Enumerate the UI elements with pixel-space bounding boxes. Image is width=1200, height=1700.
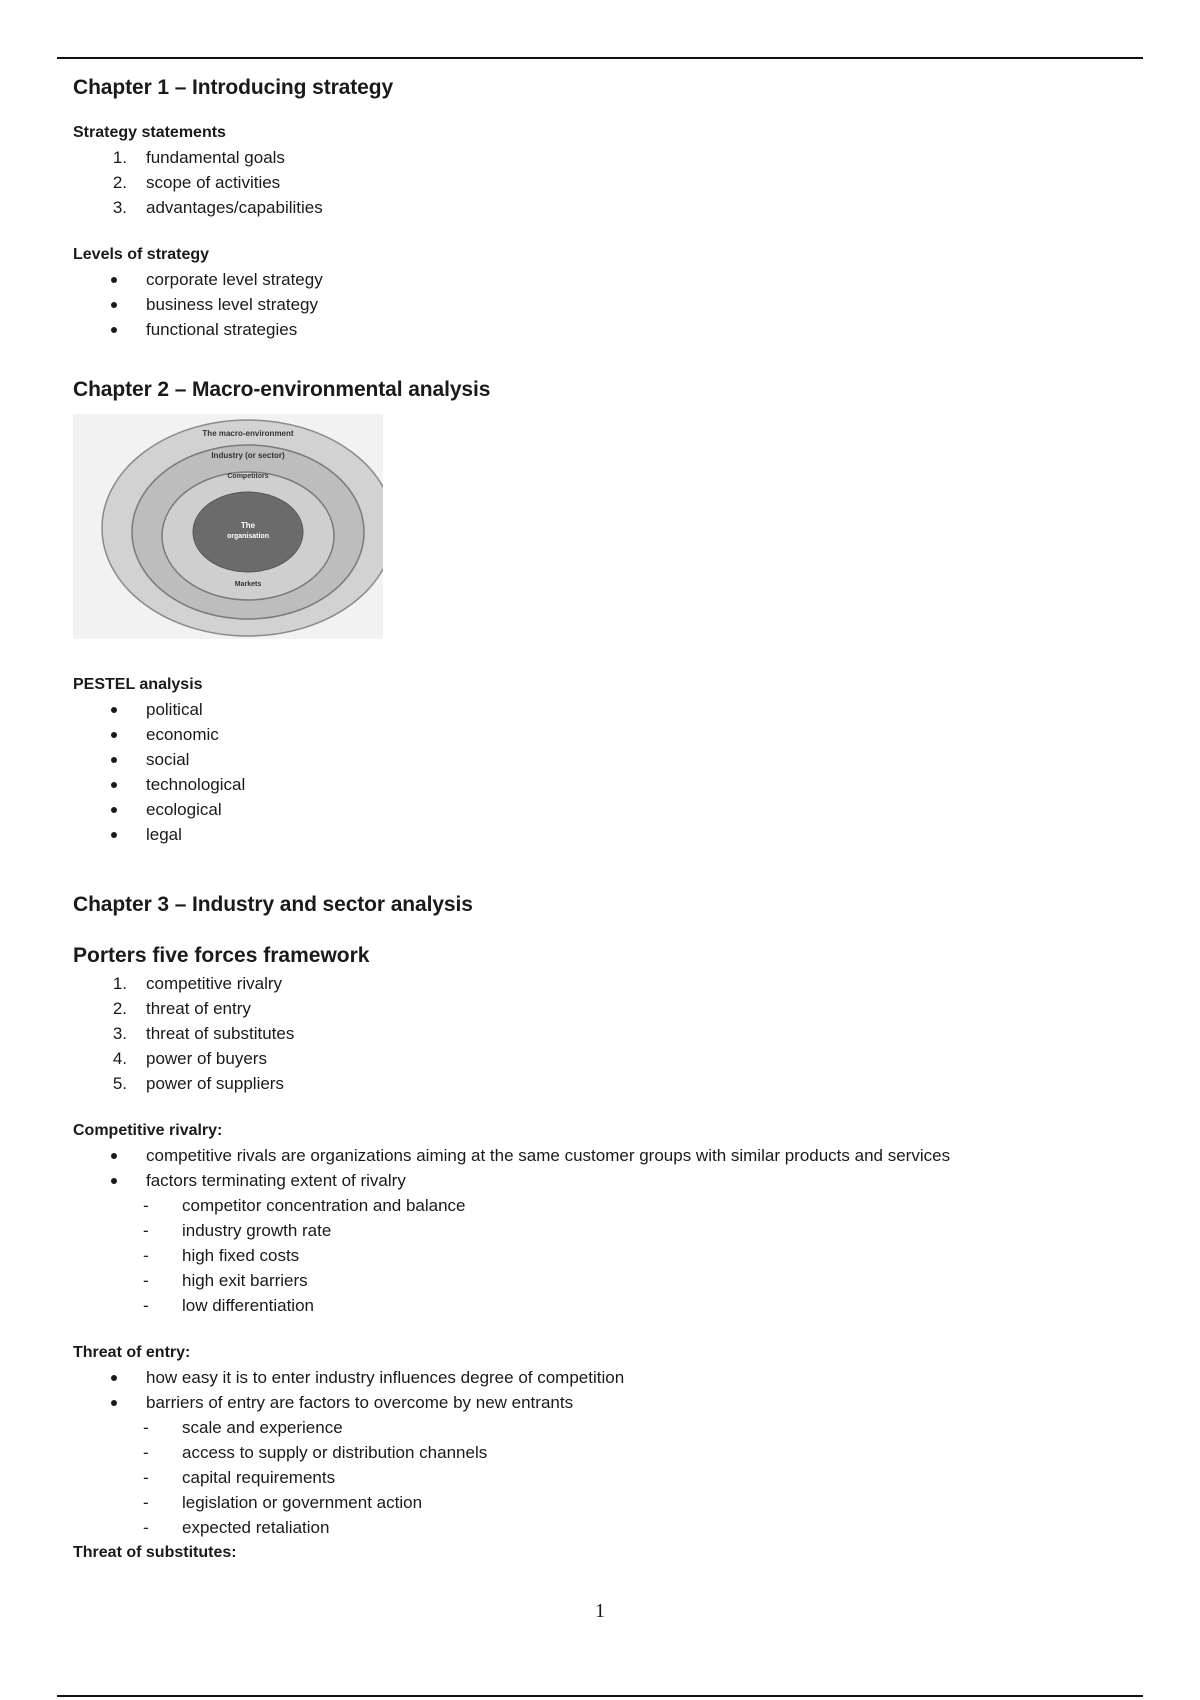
bullet-icon — [111, 1400, 117, 1406]
bullet-icon — [111, 1153, 117, 1159]
list-item: technological — [73, 772, 1133, 797]
organisation-core — [193, 492, 303, 572]
list-item: corporate level strategy — [73, 267, 1133, 292]
threat-of-substitutes-heading: Threat of substitutes: — [73, 1544, 237, 1561]
bullet-icon — [111, 707, 117, 713]
threat-of-entry-heading: Threat of entry: — [73, 1344, 191, 1361]
document-body — [73, 70, 1133, 1565]
porters-five-forces-list — [73, 971, 1133, 1096]
list-item: functional strategies — [73, 317, 1133, 342]
chapter-1-title: Chapter 1 – Introducing strategy — [73, 76, 394, 99]
list-item: political — [73, 697, 1133, 722]
list-item: barriers of entry are factors to overcome by new entrants — [73, 1390, 1133, 1415]
bullet-icon — [111, 1375, 117, 1381]
list-item: 3. threat of substitutes — [112, 1024, 295, 1043]
bottom-rule — [57, 1695, 1143, 1697]
ring-label-macro: The macro-environment — [202, 429, 294, 438]
list-item: ecological — [73, 797, 1133, 822]
list-item: - industry growth rate — [143, 1221, 332, 1240]
list-item: 2. threat of entry — [112, 999, 251, 1018]
strategy-statements-list — [73, 145, 1133, 220]
entry-barriers-list — [73, 1415, 1133, 1540]
levels-of-strategy-list — [73, 267, 1133, 342]
list-item: legal — [73, 822, 1133, 847]
bullet-icon — [111, 782, 117, 788]
bullet-icon — [111, 1178, 117, 1184]
list-item: 4. power of buyers — [112, 1049, 267, 1068]
macro-environment-diagram — [73, 414, 383, 639]
list-item: 1. fundamental goals — [112, 148, 285, 167]
list-item: - expected retaliation — [143, 1518, 330, 1537]
porters-five-forces-heading: Porters five forces framework — [73, 944, 370, 967]
list-item: - access to supply or distribution channels — [143, 1443, 488, 1462]
list-item: 3. advantages/capabilities — [112, 198, 323, 217]
threat-of-entry-bullets — [73, 1365, 1133, 1415]
list-item: - low differentiation — [143, 1296, 314, 1315]
chapter-3-title: Chapter 3 – Industry and sector analysis — [73, 893, 473, 916]
competitive-rivalry-heading: Competitive rivalry: — [73, 1122, 223, 1139]
ring-label-competitors: Competitors — [227, 473, 269, 480]
competitive-rivalry-bullets — [73, 1143, 1133, 1193]
list-item: how easy it is to enter industry influences degree of competition — [73, 1365, 1133, 1390]
levels-of-strategy-heading: Levels of strategy — [73, 246, 210, 263]
chapter-2-title: Chapter 2 – Macro-environmental analysis — [73, 378, 491, 401]
list-item: factors terminating extent of rivalry — [73, 1168, 1133, 1193]
bullet-icon — [111, 327, 117, 333]
pestel-heading: PESTEL analysis — [73, 676, 203, 693]
center-label-line1: The — [240, 521, 256, 530]
list-item: business level strategy — [73, 292, 1133, 317]
center-label-line2: organisation — [226, 533, 270, 540]
bullet-icon — [111, 732, 117, 738]
bullet-icon — [111, 277, 117, 283]
list-item: competitive rivals are organizations aiming at the same customer groups with similar products and services — [73, 1143, 1133, 1168]
list-item: - competitor concentration and balance — [143, 1196, 466, 1215]
list-item: economic — [73, 722, 1133, 747]
list-item: - legislation or government action — [143, 1493, 423, 1512]
list-item: - high exit barriers — [143, 1271, 308, 1290]
pestel-list — [73, 697, 1133, 847]
list-item: - scale and experience — [143, 1418, 343, 1437]
strategy-statements-heading: Strategy statements — [73, 124, 226, 141]
bullet-icon — [111, 807, 117, 813]
ring-label-markets: Markets — [234, 581, 262, 588]
list-item: 2. scope of activities — [112, 173, 281, 192]
list-item: - capital requirements — [143, 1468, 336, 1487]
rivalry-factors-list — [73, 1193, 1133, 1318]
bullet-icon — [111, 302, 117, 308]
ring-label-industry: Industry (or sector) — [211, 451, 285, 460]
list-item: - high fixed costs — [143, 1246, 300, 1265]
top-rule — [57, 57, 1143, 59]
list-item: 5. power of suppliers — [112, 1074, 284, 1093]
bullet-icon — [111, 832, 117, 838]
list-item: social — [73, 747, 1133, 772]
page-number: 1 — [595, 1600, 605, 1622]
list-item: 1. competitive rivalry — [112, 974, 283, 993]
bullet-icon — [111, 757, 117, 763]
